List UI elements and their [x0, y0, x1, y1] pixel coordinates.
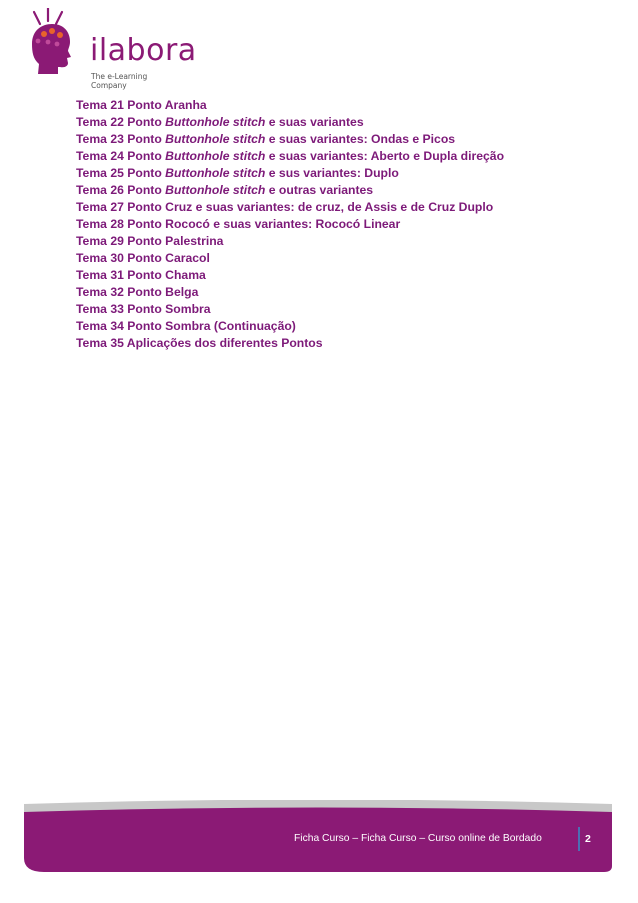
- topic-item: [76, 199, 504, 216]
- topic-item-italic-text: Buttonhole stitch: [165, 166, 266, 180]
- topic-item: [76, 182, 504, 199]
- topic-item-text: Tema 34 Ponto Sombra (Continuação): [76, 319, 296, 333]
- topic-item: [76, 250, 504, 267]
- page-number: 2: [585, 833, 591, 845]
- topic-item: [76, 301, 504, 318]
- footer-course-title: Ficha Curso – Ficha Curso – Curso online de Bordado: [294, 833, 542, 844]
- topic-item-text: Tema 35 Aplicações dos diferentes Pontos: [76, 336, 323, 350]
- topic-item: [76, 148, 504, 165]
- topic-item-text: Tema 26 Ponto: [76, 183, 166, 197]
- topic-item-italic-text: Buttonhole stitch: [165, 149, 266, 163]
- logo-tagline: The e-Learning Company: [91, 72, 148, 90]
- topic-item-text: Tema 33 Ponto Sombra: [76, 302, 211, 316]
- topic-item-italic-text: Buttonhole stitch: [165, 183, 266, 197]
- topic-item-text: Tema 32 Ponto Belga: [76, 285, 199, 299]
- topic-item-text: Tema 27 Ponto Cruz e suas variantes: de cruz, de Assis e de Cruz Duplo: [76, 200, 494, 214]
- topic-item-text: Tema 28 Ponto Rococó e suas variantes: Rococó Linear: [76, 217, 401, 231]
- topic-item-text: Tema 30 Ponto Caracol: [76, 251, 210, 265]
- logo-wordmark: ilabora: [90, 33, 197, 68]
- topic-item-text: e sus variantes: Duplo: [265, 166, 399, 180]
- topic-item-text: Tema 22 Ponto: [76, 115, 166, 129]
- topic-item-text: Tema 29 Ponto Palestrina: [76, 234, 224, 248]
- topic-item-italic-text: Buttonhole stitch: [165, 115, 266, 129]
- course-topics-list: [76, 97, 504, 352]
- head-profile-icon: [24, 8, 88, 80]
- topic-item: [76, 267, 504, 284]
- topic-item-text: e outras variantes: [265, 183, 374, 197]
- topic-item: [76, 318, 504, 335]
- topic-item: [76, 216, 504, 233]
- topic-item-text: Tema 24 Ponto: [76, 149, 166, 163]
- topic-item-text: e suas variantes: Aberto e Dupla direção: [265, 149, 505, 163]
- ilabora-logo: [24, 8, 197, 90]
- topic-item-text: Tema 25 Ponto: [76, 166, 166, 180]
- topic-item: [76, 131, 504, 148]
- topic-item: [76, 233, 504, 250]
- footer-separator: [578, 827, 580, 851]
- topic-item-italic-text: Buttonhole stitch: [165, 132, 266, 146]
- topic-item: [76, 284, 504, 301]
- topic-item: [76, 335, 504, 352]
- topic-item-text: e suas variantes: [265, 115, 364, 129]
- topic-item: [76, 97, 504, 114]
- topic-item: [76, 114, 504, 131]
- topic-item-text: e suas variantes: Ondas e Picos: [265, 132, 456, 146]
- topic-item-text: Tema 21 Ponto Aranha: [76, 98, 207, 112]
- topic-item-text: Tema 31 Ponto Chama: [76, 268, 206, 282]
- topic-item: [76, 165, 504, 182]
- topic-item-text: Tema 23 Ponto: [76, 132, 166, 146]
